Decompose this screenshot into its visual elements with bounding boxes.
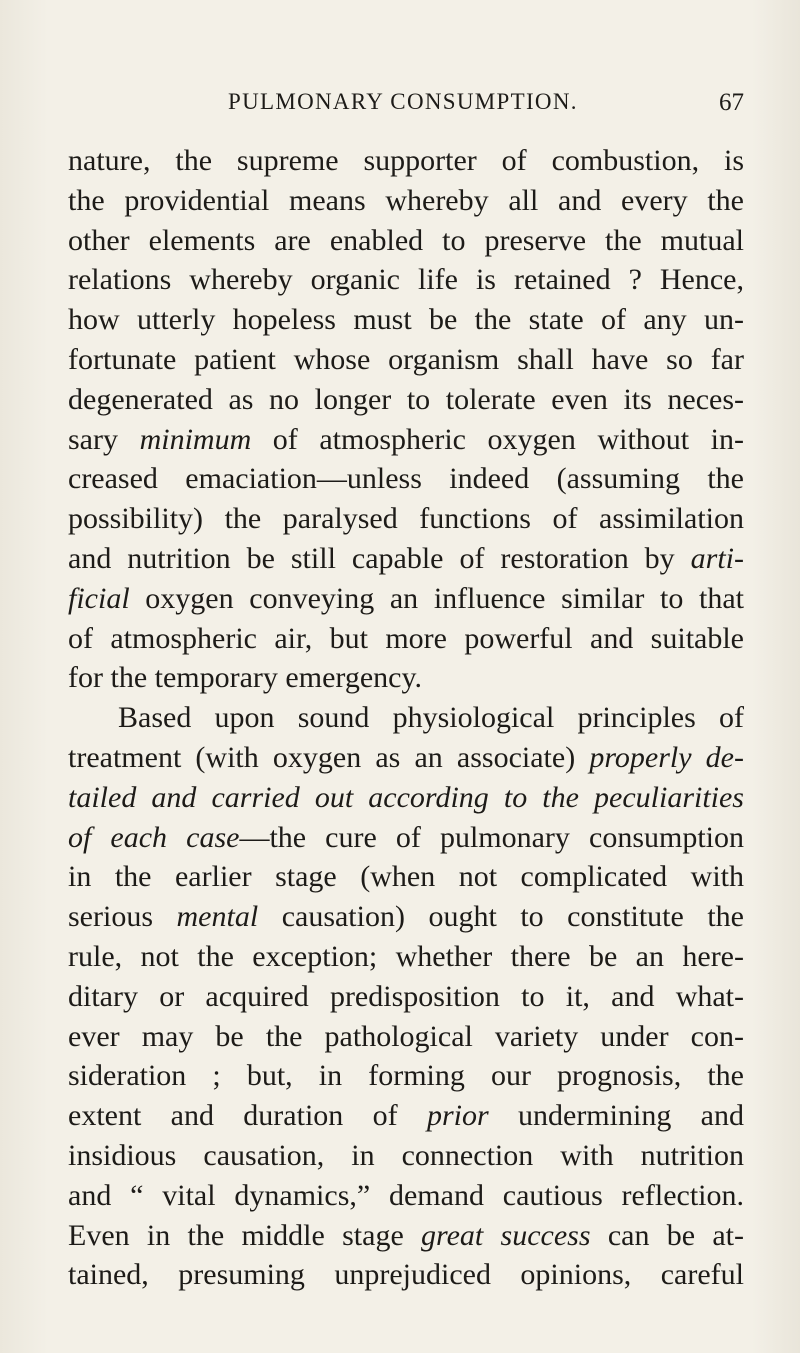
italic-text: mental — [176, 900, 259, 934]
text-segment: possibility) the paralysed functions of assimilation — [68, 502, 744, 536]
text-line — [68, 499, 744, 539]
text-segment: sary — [68, 422, 140, 456]
text-segment: extent and duration of — [68, 1099, 427, 1133]
text-line — [68, 221, 744, 261]
text-segment: for the temporary emergency. — [68, 661, 423, 695]
text-segment: fortunate patient whose organism shall have so far — [68, 342, 744, 376]
italic-text: minimum — [139, 422, 252, 456]
text-line — [68, 1176, 744, 1216]
text-line — [68, 1056, 744, 1096]
text-line — [68, 658, 744, 698]
text-segment: relations whereby organic life is retained ? Hence, — [68, 263, 744, 297]
italic-text: tailed and carried out according to the peculiarities — [68, 780, 744, 814]
text-line — [68, 1096, 744, 1136]
text-line — [68, 1136, 744, 1176]
text-line — [68, 420, 744, 460]
italic-text: of each case — [68, 820, 240, 854]
text-segment: undermining and — [488, 1099, 744, 1133]
text-segment: of atmospheric air, but more powerful and suitable — [68, 621, 744, 655]
text-segment: and nutrition be still capable of restoration by — [68, 541, 691, 575]
text-line — [68, 181, 744, 221]
text-line — [68, 818, 744, 858]
text-line — [68, 260, 744, 300]
text-segment: oxygen conveying an influence similar to that — [129, 581, 744, 615]
text-segment: can be at- — [590, 1218, 744, 1252]
text-segment: in the earlier stage (when not complicated with — [68, 860, 744, 894]
text-line — [68, 698, 744, 738]
text-segment: serious — [68, 900, 177, 934]
text-line — [68, 579, 744, 619]
text-segment: sideration ; but, in forming our prognosis, the — [68, 1059, 744, 1093]
text-line — [68, 977, 744, 1017]
italic-text: properly de- — [589, 740, 744, 774]
text-line — [68, 738, 744, 778]
text-segment: Even in the middle stage — [68, 1218, 422, 1252]
text-line — [68, 1255, 744, 1295]
text-segment: ever may be the pathological variety under con- — [68, 1019, 744, 1053]
italic-text: arti- — [690, 541, 744, 575]
text-line — [68, 619, 744, 659]
text-segment: degenerated as no longer to tolerate even its neces- — [68, 382, 744, 416]
text-segment: insidious causation, in connection with nutrition — [68, 1138, 744, 1172]
text-line — [68, 141, 744, 181]
text-segment: other elements are enabled to preserve the mutual — [68, 223, 744, 257]
body-text — [68, 141, 744, 1295]
text-line — [68, 380, 744, 420]
text-line — [68, 1216, 744, 1256]
text-segment: and “ vital dynamics,” demand cautious reflection. — [68, 1178, 744, 1212]
text-segment: tained, presuming unprejudiced opinions, careful — [68, 1258, 744, 1292]
text-segment: how utterly hopeless must be the state of any un- — [68, 303, 744, 337]
text-segment: of atmospheric oxygen without in- — [251, 422, 745, 456]
text-line — [68, 857, 744, 897]
text-segment: treatment (with oxygen as an associate) — [68, 740, 590, 774]
text-line — [68, 937, 744, 977]
page-number: 67 — [719, 89, 744, 116]
text-segment: ditary or acquired predisposition to it, and what- — [68, 979, 744, 1013]
italic-text: ficial — [68, 581, 130, 615]
text-line — [68, 539, 744, 579]
text-segment: creased emaciation—unless indeed (assuming the — [68, 462, 744, 496]
running-title: PULMONARY CONSUMPTION. — [228, 89, 578, 114]
text-line — [68, 459, 744, 499]
text-segment: the providential means whereby all and every the — [68, 183, 744, 217]
text-line — [68, 897, 744, 937]
text-line — [68, 340, 744, 380]
italic-text: great success — [421, 1218, 591, 1252]
text-segment: rule, not the exception; whether there be an here- — [68, 939, 744, 973]
text-line — [68, 300, 744, 340]
italic-text: prior — [426, 1099, 489, 1133]
text-line — [68, 1017, 744, 1057]
text-line — [68, 778, 744, 818]
text-segment: nature, the supreme supporter of combustion, is — [68, 144, 744, 177]
text-segment: —the cure of pulmonary consumption — [239, 820, 744, 854]
text-segment: Based upon sound physiological principles of — [118, 701, 744, 735]
running-head — [68, 89, 744, 125]
text-segment: causation) ought to constitute the — [258, 900, 744, 934]
